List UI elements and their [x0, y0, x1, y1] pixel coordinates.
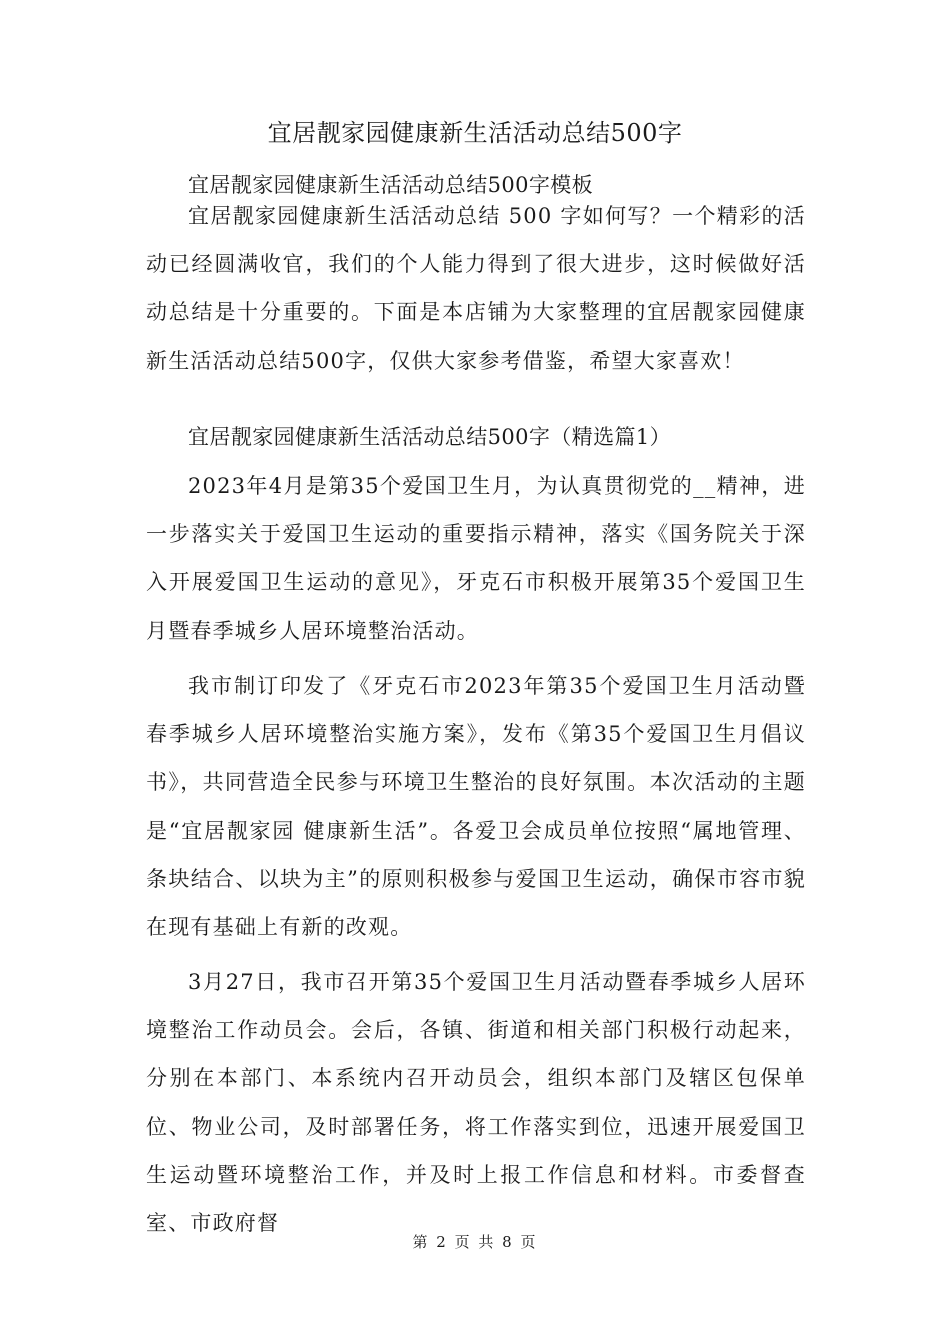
- document-title: 宜居靓家园健康新生活活动总结500字: [267, 119, 683, 147]
- document-subtitle: 宜居靓家园健康新生活活动总结500字模板: [188, 173, 594, 197]
- page-number-footer: 第 2 页 共 8 页: [412, 1233, 538, 1251]
- body-paragraph-2: 我市制订印发了《牙克石市2023年第35个爱国卫生月活动暨春季城乡人居环境整治实施方案》，发布《第35个爱国卫生月倡议书》，共同营造全民参与环境卫生整治的良好氛围。本次活动的主题是“宜居靓家园 健康新生活”。各爱卫会成员单位按照“属地管理、条块结合、以块为主”的原则积极参与爱国卫生运动，确保市容市貌在现有基础上有新的改观。: [146, 674, 806, 940]
- section-heading: 宜居靓家园健康新生活活动总结500字（精选篇1）: [188, 425, 672, 449]
- intro-paragraph: 宜居靓家园健康新生活活动总结 500 字如何写？一个精彩的活动已经圆满收官，我们的个人能力得到了很大进步，这时候做好活动总结是十分重要的。下面是本店铺为大家整理的宜居靓家园健康新生活活动总结500字，仅供大家参考借鉴，希望大家喜欢！: [146, 204, 806, 373]
- body-paragraph-3: 3月27日，我市召开第35个爱国卫生月活动暨春季城乡人居环境整治工作动员会。会后，各镇、街道和相关部门积极行动起来，分别在本部门、本系统内召开动员会，组织本部门及辖区包保单位、物业公司，及时部署任务，将工作落实到位，迅速开展爱国卫生运动暨环境整治工作，并及时上报工作信息和材料。市委督查室、市政府督: [146, 970, 806, 1236]
- body-paragraph-1: 2023年4月是第35个爱国卫生月，为认真贯彻党的__精神，进一步落实关于爱国卫生运动的重要指示精神，落实《国务院关于深入开展爱国卫生运动的意见》，牙克石市积极开展第35个爱国卫生月暨春季城乡人居环境整治活动。: [146, 474, 806, 643]
